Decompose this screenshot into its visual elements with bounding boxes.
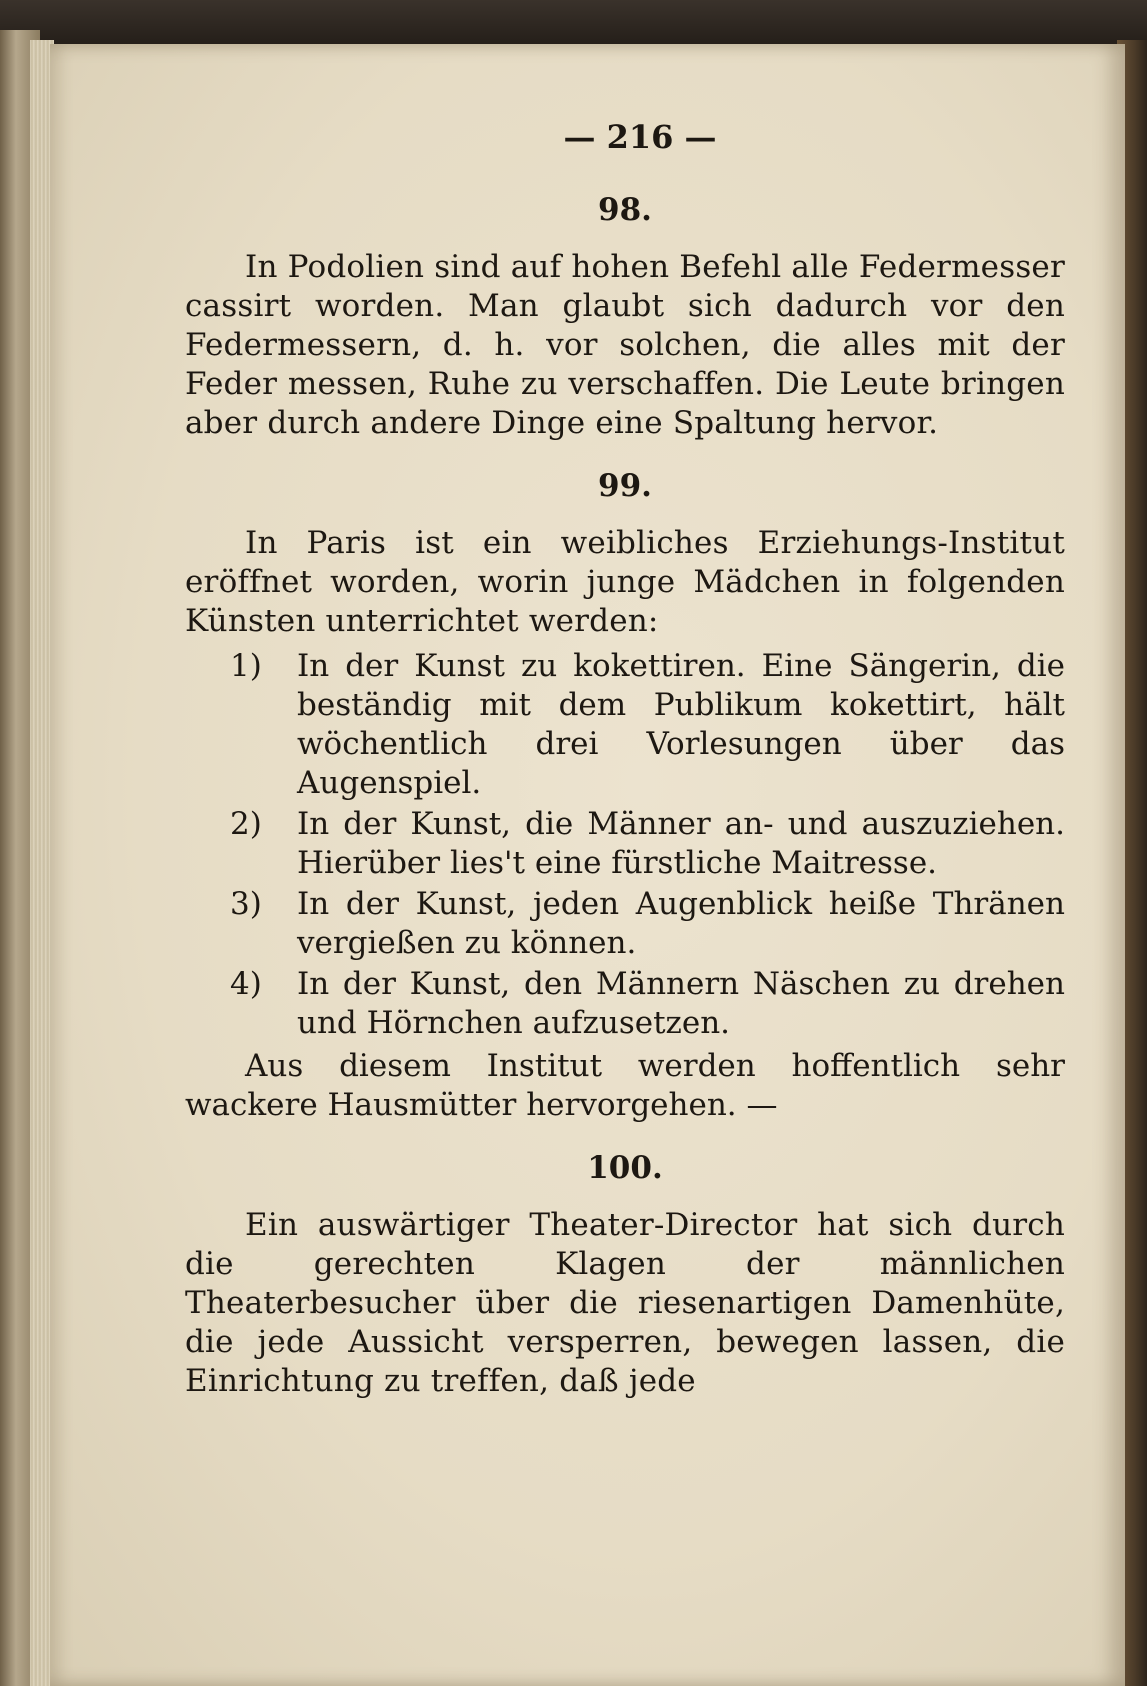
section-99 xyxy=(185,467,1065,1125)
book-top-edge xyxy=(0,0,1147,48)
section-100 xyxy=(185,1149,1065,1401)
entry-text: Ein auswärtiger Theater-Director hat sich durch die gerechten Klagen der männlichen Theaterbesucher über die riesenartigen Damenhüte, die jede Aussicht versperren, bewegen lassen, die Einrichtung zu treffen, daß jede xyxy=(185,1207,1065,1399)
list-item-text: In der Kunst, die Männer an- und auszuziehen. Hierüber lies't eine fürstliche Maitresse. xyxy=(297,806,1065,881)
entry-number: 100. xyxy=(587,1150,663,1186)
list-item-number: 2) xyxy=(230,806,262,842)
page-text xyxy=(185,118,1065,1425)
list-item-text: In der Kunst, den Männern Näschen zu drehen und Hörnchen aufzusetzen. xyxy=(297,966,1065,1041)
entry-text: In Paris ist ein weibliches Erziehungs-Institut eröffnet worden, worin junge Mädchen in folgenden Künsten unterrichtet werden: xyxy=(185,525,1065,639)
entry-text: In Podolien sind auf hohen Befehl alle Federmesser cassirt worden. Man glaubt sich dadurch vor den Federmessern, d. h. vor solchen, die alles mit der Feder messen, Ruhe zu verschaffen. Die Leute bringen aber durch andere Dinge eine Spaltung hervor. xyxy=(185,249,1065,441)
list-item-number: 4) xyxy=(230,966,262,1002)
list-item xyxy=(185,647,1065,803)
list-item-number: 3) xyxy=(230,886,262,922)
list-item-number: 1) xyxy=(230,648,262,684)
entry-number: 99. xyxy=(598,468,652,504)
list-item xyxy=(185,965,1065,1043)
list-item-text: In der Kunst, jeden Augenblick heiße Thränen vergießen zu können. xyxy=(297,886,1065,961)
closing-text: Aus diesem Institut werden hoffentlich sehr wackere Hausmütter hervorgehen. — xyxy=(185,1048,1065,1123)
section-98 xyxy=(185,191,1065,443)
list-item-text: In der Kunst zu kokettiren. Eine Sängerin, die beständig mit dem Publikum kokettirt, hält wöchentlich drei Vorlesungen über das Augenspiel. xyxy=(297,648,1065,801)
list-item xyxy=(185,805,1065,883)
page-number: — 216 — xyxy=(563,118,717,156)
list-item xyxy=(185,885,1065,963)
entry-number: 98. xyxy=(598,192,652,228)
arts-list xyxy=(185,647,1065,1043)
